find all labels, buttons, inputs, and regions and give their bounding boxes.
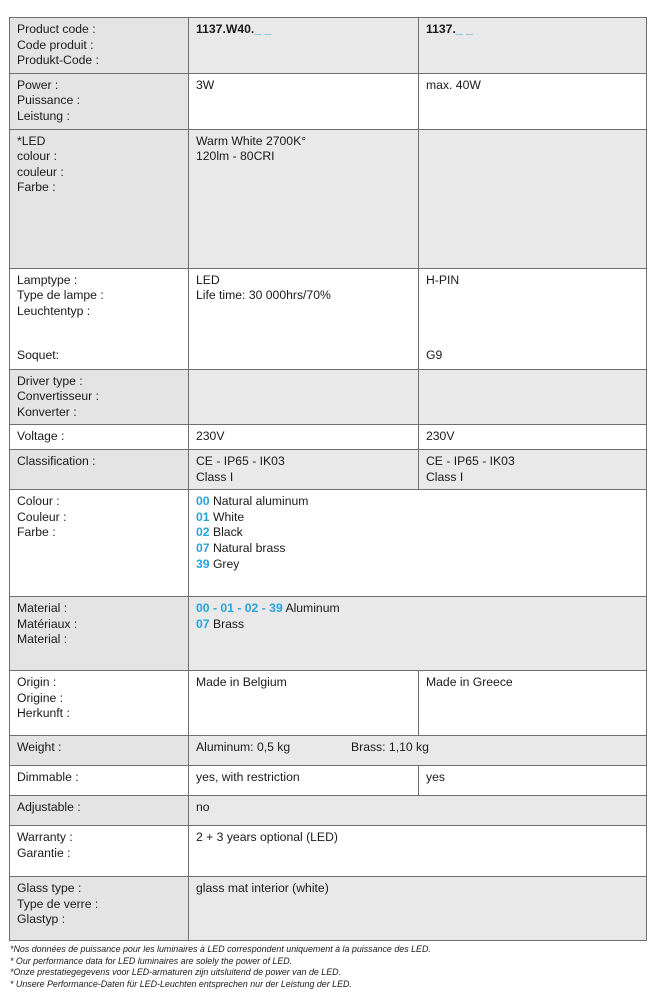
row-led-colour <box>10 129 647 268</box>
label-driver: Driver type : Convertisseur : Konverter : <box>10 369 189 425</box>
footnotes <box>10 944 431 990</box>
label-dimmable: Dimmable : <box>10 766 189 796</box>
row-voltage <box>10 425 647 450</box>
label-adjustable: Adjustable : <box>10 796 189 826</box>
value-led-colour-2 <box>419 129 647 268</box>
value-weight: Aluminum: 0,5 kg Brass: 1,10 kg <box>189 736 647 766</box>
value-colour-list <box>189 490 647 597</box>
colour-item: 02 Black <box>196 525 243 540</box>
value-driver-1 <box>189 369 419 425</box>
colour-item: 01 White <box>196 509 245 524</box>
label-voltage: Voltage : <box>10 425 189 450</box>
value-voltage-2: 230V <box>419 425 647 450</box>
spec-table <box>9 17 647 941</box>
row-material <box>10 597 647 671</box>
row-weight <box>10 736 647 766</box>
label-led-colour: *LED colour : couleur : Farbe : <box>10 129 189 268</box>
value-product-code-2: 1137._ _ <box>419 18 647 74</box>
label-origin: Origin : Origine : Herkunft : <box>10 671 189 736</box>
value-material-list <box>189 597 647 671</box>
value-dimmable-1: yes, with restriction <box>189 766 419 796</box>
label-power: Power : Puissance : Leistung : <box>10 73 189 129</box>
label-classification: Classification : <box>10 449 189 489</box>
value-glass: glass mat interior (white) <box>189 877 647 941</box>
value-driver-2 <box>419 369 647 425</box>
value-classification-2: CE - IP65 - IK03 Class I <box>419 449 647 489</box>
value-product-code-1: 1137.W40._ _ <box>189 18 419 74</box>
footnote: * Unsere Performance-Daten für LED-Leuchten entsprechen nur der Leistung der LED. <box>10 978 352 989</box>
label-lamptype: Lamptype : Type de lampe : Leuchtentyp : Soquet: <box>10 268 189 369</box>
row-classification <box>10 449 647 489</box>
row-driver <box>10 369 647 425</box>
label-warranty: Warranty : Garantie : <box>10 826 189 877</box>
row-glass <box>10 877 647 941</box>
colour-item: 07 Natural brass <box>196 540 286 555</box>
value-origin-1: Made in Belgium <box>189 671 419 736</box>
value-dimmable-2: yes <box>419 766 647 796</box>
footnote: *Nos données de puissance pour les luminaires à LED correspondent uniquement à la puissance des LED. <box>10 944 431 954</box>
material-item: 00 - 01 - 02 - 39 Aluminum <box>196 601 340 616</box>
value-led-colour-1: Warm White 2700K° 120lm - 80CRI <box>189 129 419 268</box>
footnote: *Onze prestatiegegevens voor LED-armaturen zijn uitsluitend de power van de LED. <box>10 967 342 978</box>
colour-item: 39 Grey <box>196 556 240 571</box>
row-product-code <box>10 18 647 74</box>
value-power-2: max. 40W <box>419 73 647 129</box>
value-lamptype-1: LED Life time: 30 000hrs/70% <box>189 268 419 369</box>
material-item: 07 Brass <box>196 616 245 631</box>
value-warranty: 2 + 3 years optional (LED) <box>189 826 647 877</box>
colour-item: 00 Natural aluminum <box>196 494 309 509</box>
value-origin-2: Made in Greece <box>419 671 647 736</box>
value-adjustable: no <box>189 796 647 826</box>
row-origin <box>10 671 647 736</box>
value-voltage-1: 230V <box>189 425 419 450</box>
row-lamptype <box>10 268 647 369</box>
label-colour: Colour : Couleur : Farbe : <box>10 490 189 597</box>
row-adjustable <box>10 796 647 826</box>
row-power <box>10 73 647 129</box>
value-lamptype-2: H-PIN G9 <box>419 268 647 369</box>
row-colour <box>10 490 647 597</box>
label-product-code: Product code : Code produit : Produkt-Code : <box>10 18 189 74</box>
label-material: Material : Matériaux : Material : <box>10 597 189 671</box>
value-power-1: 3W <box>189 73 419 129</box>
label-weight: Weight : <box>10 736 189 766</box>
value-classification-1: CE - IP65 - IK03 Class I <box>189 449 419 489</box>
row-dimmable <box>10 766 647 796</box>
row-warranty <box>10 826 647 877</box>
label-glass: Glass type : Type de verre : Glastyp : <box>10 877 189 941</box>
label-socket: Soquet: <box>17 347 60 362</box>
footnote: * Our performance data for LED luminaires are solely the power of LED. <box>10 955 293 966</box>
